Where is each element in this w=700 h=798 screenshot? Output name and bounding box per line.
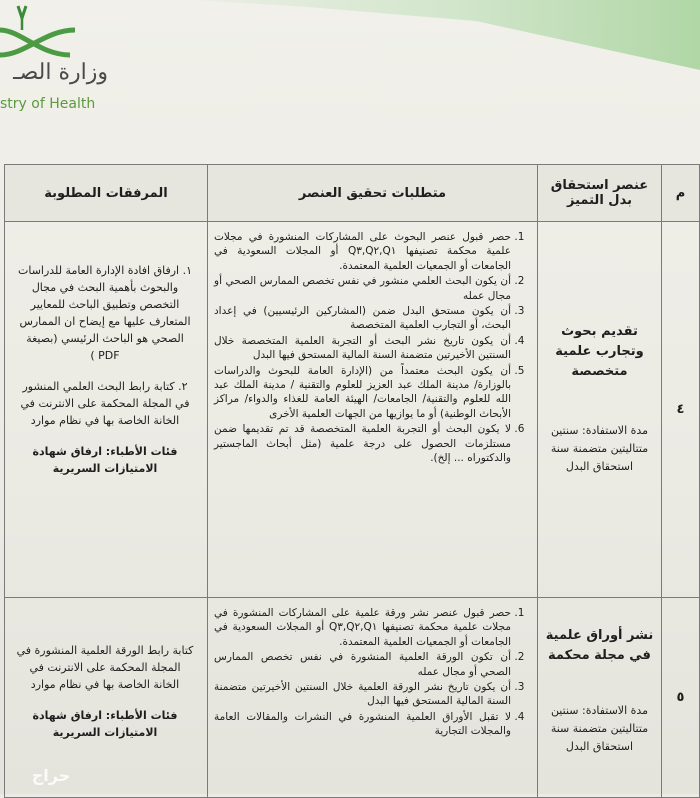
doctors-note: فئات الأطباء: ارفاق شهادة الامتيازات السريرية xyxy=(32,445,178,475)
ministry-name-english: stry of Health xyxy=(0,96,96,112)
list-item: 1. حصر قبول عنصر البحوث على المشاركات المنشورة في مجلات علمية محكمة تصنيفها Q١,Q٢,Q٣ أو المجلات السعودية في الجامعات أو الجمعيات العلمية المعتمدة. xyxy=(214,230,511,273)
list-item: 4. أن يكون تاريخ نشر البحث أو التجربة العلمية المتخصصة خلال السنتين الأخيرتين متضمنة السنة المالية المستحق فيها البدل xyxy=(214,334,511,363)
list-item: 2. أن يكون البحث العلمي منشور في نفس تخصص الممارس الصحي أو مجال عمله xyxy=(214,274,511,303)
requirements-table xyxy=(4,164,700,798)
list-item: 6. لا يكون البحث أو التجربة العلمية المتخصصة قد تم تقديمها ضمن مستلزمات الحصول على درجة علمية (مثل أبحاث الماجستير والدكتوراه ... إلخ). xyxy=(214,422,511,465)
watermark: حراج xyxy=(31,766,71,785)
ministry-logo xyxy=(0,0,110,120)
header-element: عنصر استحقاق بدل التميز xyxy=(538,165,662,222)
list-item: 2. أن تكون الورقة العلمية المنشورة في نفس تخصص الممارس الصحي أو مجال عمله xyxy=(214,650,511,679)
attachment-item: ٢. كتابة رابط البحث العلمي المنشور في المجلة المحكمة على الانترنت في الخانة الخاصة بها في نظام موارد xyxy=(20,380,190,427)
list-item: 3. أن يكون تاريخ نشر الورقة العلمية خلال السنتين الأخيرتين متضمنة السنة المالية المستحق فيها البدل xyxy=(214,680,511,709)
table-row xyxy=(5,222,700,598)
attachment-item: ١. ارفاق افادة الإدارة العامة للدراسات والبحوث بأهمية البحث في مجال التخصص وتطبيق الباحث للمعايير المتعارف عليها مع إيضاح ان الممارس الصحي هو الباحث الرئيسي (بصيغة PDF ) xyxy=(17,264,192,362)
list-item: 4. لا تقبل الأوراق العلمية المنشورة في النشرات والمقالات العامة والمجلات التجارية xyxy=(214,710,511,739)
ministry-name-arabic: وزارة الصـ xyxy=(13,60,108,85)
requirements-list xyxy=(214,606,533,739)
doctors-note: فئات الأطباء: ارفاق شهادة الامتيازات السريرية xyxy=(32,709,178,739)
header-requirements: متطلبات تحقيق العنصر xyxy=(208,165,538,222)
element-title: نشر أوراق علمية في مجلة محكمة xyxy=(545,628,654,663)
list-item: 5. أن يكون البحث معتمداً من (الإدارة العامة للبحوث والدراسات بالوزارة/ مدينة الملك عبد العزيز للعلوم والتقنية / مدينة الملك عبد الله للعلوم والتقنية/ الجامعات/ الهيئة العامة للغذاء والدواء/ مراكز الأبحاث الوطنية) أو ما يوازيها من الجهات العلمية الأخرى xyxy=(214,364,511,422)
benefit-period: مدة الاستفادة: سنتين متتاليتين متضمنة سنة استحقاق البدل xyxy=(550,424,649,473)
element-title: تقديم بحوث وتجارب علمية متخصصة xyxy=(555,324,644,379)
element-cell xyxy=(538,598,662,798)
table-header-row xyxy=(5,165,700,222)
attachment-item: كتابة رابط الورقة العلمية المنشورة في المجلة المحكمة على الانترنت في الخانة الخاصة بها في نظام موارد xyxy=(16,644,194,691)
row-number: ٤ xyxy=(662,222,700,598)
table-row xyxy=(5,598,700,798)
header-attachments: المرفقات المطلوبة xyxy=(5,165,208,222)
element-cell xyxy=(538,222,662,598)
row-number: ٥ xyxy=(662,598,700,798)
requirements-cell xyxy=(208,222,538,598)
list-item: 1. حصر قبول عنصر نشر ورقة علمية على المشاركات المنشورة في مجلات علمية محكمة تصنيفها Q١,Q٢,Q٣ أو المجلات السعودية في الجامعات أو الجمعيات العلمية المعتمدة. xyxy=(214,606,511,649)
header-num: م xyxy=(662,165,700,222)
benefit-period: مدة الاستفادة: سنتين متتاليتين متضمنة سنة استحقاق البدل xyxy=(550,704,649,753)
requirements-cell xyxy=(208,598,538,798)
requirements-list xyxy=(214,230,533,466)
attachments-cell xyxy=(5,222,208,598)
list-item: 3. أن يكون مستحق البدل ضمن (المشاركين الرئيسيين) في إعداد البحث، أو التجارب العلمية المتخصصة xyxy=(214,304,511,333)
header-decoration xyxy=(140,0,700,70)
